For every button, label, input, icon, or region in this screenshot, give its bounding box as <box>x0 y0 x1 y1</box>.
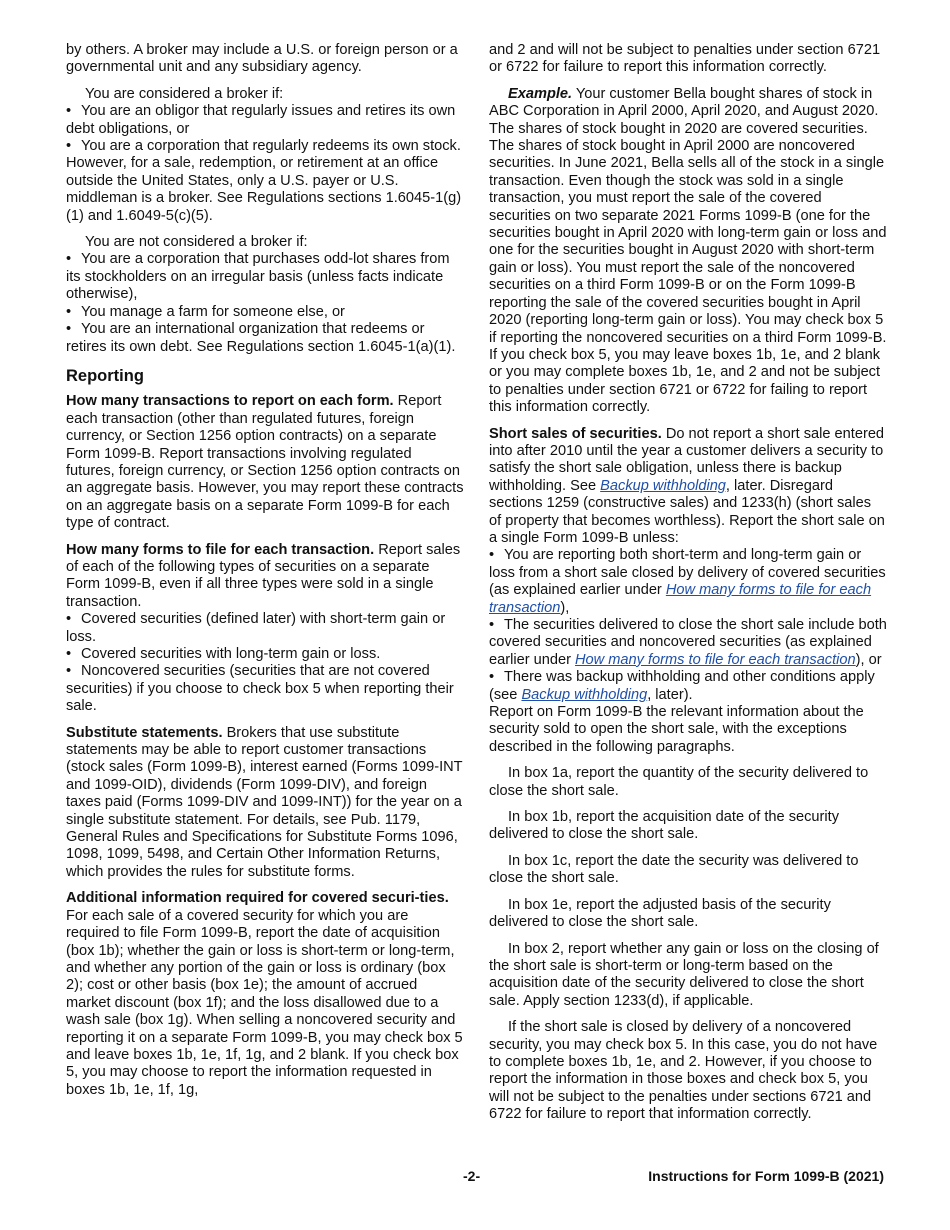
not-bullet-2: • You manage a farm for someone else, or <box>66 303 345 320</box>
additional-title: Additional information required for covered securi-ties. <box>66 890 449 907</box>
forms-paragraph: How many forms to file for each transaction. Report sales of each of the following types of securities on a separate Form 1099-B, even if all three types were sold in a single transaction. <box>66 541 461 610</box>
box1e-paragraph: In box 1e, report the adjusted basis of the security delivered to close the short sale. <box>489 896 831 931</box>
box1c-paragraph: In box 1c, report the date the security was delivered to close the short sale. <box>489 852 859 887</box>
considered-bullet-1: • You are an obligor that regularly issues and retires its own debt obligations, or <box>66 103 456 137</box>
bullet-icon: • <box>66 646 72 662</box>
form-title-footer: Instructions for Form 1099-B (2021) <box>648 1168 884 1184</box>
backup-withholding-link[interactable]: Backup withholding <box>600 477 726 494</box>
forms-bullet-1: • Covered securities (defined later) with short-term gain or loss. <box>66 611 446 645</box>
bullet-icon: • <box>66 138 72 155</box>
substitute-title: Substitute statements. <box>66 724 223 741</box>
continued-paragraph: and 2 and will not be subject to penalties under section 6721 or 6722 for failure to report this information correctly. <box>489 42 881 76</box>
howmany-paragraph: How many transactions to report on each form. Report each transaction (other than regulated futures, foreign currency, or Section 1256 option contracts) on a separate Form 1099-B. Report transactions involving regulated futures, foreign currency, or Section 1256 option contracts on an aggregate basis. However, you may report these contracts on an aggregate basis on a separate Form 1099-B for each type of contract. <box>66 393 464 532</box>
bullet-icon: • <box>489 617 495 633</box>
reporting-heading: Reporting <box>66 366 144 385</box>
example-label: Example. <box>508 85 573 102</box>
bullet-icon: • <box>66 321 72 338</box>
short-bullet-2: • The securities delivered to close the short sale include both covered securities and noncovered securities (as explained earlier under How many forms to file for each transaction), or <box>489 617 887 668</box>
bullet-icon: • <box>66 611 72 628</box>
right-column <box>489 42 887 1124</box>
substitute-paragraph: Substitute statements. Brokers that use substitute statements may be able to report customer transactions (stock sales (Form 1099-B), interest earned (Forms 1099-INT and 1099-OID), dividends (Form 1099-DIV), and foreign taxes paid (Forms 1099-DIV and 1099-INT)) for the year on a single substitute statement. For details, see Pub. 1179, General Rules and Specifications for Substitute Forms 1096, 1098, 1099, 5498, and Certain Other Information Returns, which provides the rules for substitute forms. <box>66 724 463 880</box>
backup-withholding-link[interactable]: Backup withholding <box>521 686 648 703</box>
box1b-paragraph: In box 1b, report the acquisition date of the security delivered to close the short sale. <box>489 809 839 843</box>
example-paragraph: Example. Your customer Bella bought shares of stock in ABC Corporation in April 2000, April 2020, and August 2020. The shares of stock bought in 2020 are covered securities. The shares of stock bought in April 2000 are noncovered securities. In June 2021, Bella sells all of the stock in a single transaction. Even though the stock was sold in a single transaction, you must report the sale of the covered securities on two separate 2021 Forms 1099-B (one for the securities bought in April 2020 with long-term gain or loss and one for the securities bought in August 2020 with short-term gain or loss). You must report the sale of the noncovered securities on a third Form 1099-B or on the Form 1099-B reporting the sale of the covered securities bought in April 2020 (reporting long-term gain or loss). You may check box 5 if reporting the noncovered securities on a third Form 1099-B. If you check box 5, you may leave boxes 1b, 1e, and 2 blank or you may complete boxes 1b, 1e, and 2 and not be subject to penalties under section 6721 or 6722 for failing to report this information correctly. <box>489 85 887 416</box>
box1a-paragraph: In box 1a, report the quantity of the security delivered to close the short sale. <box>489 765 869 799</box>
short-sales-title: Short sales of securities. <box>489 425 662 442</box>
short-bullet-3: • There was backup withholding and other conditions apply (see Backup withholding, later). <box>489 669 875 703</box>
box2-paragraph: In box 2, report whether any gain or loss on the closing of the short sale is short-term or long-term based on the acquisition date of the security delivered to close the short sale. Apply section 1233(d), if applicable. <box>489 940 879 1009</box>
considered-heading: You are considered a broker if: <box>85 85 284 102</box>
not-considered-heading: You are not considered a broker if: <box>85 234 308 251</box>
report-on-paragraph: Report on Form 1099-B the relevant information about the security sold to open the short sale, with the exceptions described in the following paragraphs. <box>489 704 864 755</box>
considered-bullet-2: • You are a corporation that regularly redeems its own stock. <box>66 138 461 155</box>
bullet-icon: • <box>66 663 72 680</box>
how-many-forms-link[interactable]: How many forms to file for each transaction <box>575 651 856 668</box>
forms-title: How many forms to file for each transaction. <box>66 541 375 558</box>
not-bullet-3: • You are an international organization that redeems or retires its own debt. See Regulations section 1.6045-1(a)(1). <box>66 321 456 355</box>
left-column <box>66 42 464 1099</box>
bullet-icon: • <box>489 547 495 564</box>
short-sales-paragraph: Short sales of securities. Do not report a short sale entered into after 2010 until the year a customer delivers a security to satisfy the short sale obligation, unless there is backup withholding. See Backup withholding, later. Disregard sections 1259 (constructive sales) and 1233(h) (short sales of property that becomes worthless). Report the short sale on a single Form 1099-B unless: <box>489 425 885 546</box>
how-many-forms-link[interactable]: How many forms to file for each transaction <box>489 582 872 616</box>
additional-paragraph: Additional information required for covered securi-ties. For each sale of a covered security for which you are required to file Form 1099-B, report the date of acquisition (box 1b); whether the gain or loss is short-term or long-term, and whether any portion of the gain or loss is ordinary (box 2); cost or other basis (box 1e); the amount of accrued market discount (box 1f); and the loss disallowed due to a wash sale (box 1g). When selling a noncovered security and reporting it on a separate Form 1099-B, you may check box 5 and leave boxes 1b, 1e, 1f, 1g, and 2 blank. If you check box 5, you may choose to report the information requested in boxes 1b, 1e, 1f, 1g, <box>66 890 463 1098</box>
forms-bullet-3: • Noncovered securities (securities that are not covered securities) if you choose to check box 5 when reporting their sale. <box>66 663 454 715</box>
bullet-icon: • <box>66 103 72 120</box>
short-bullet-1: • You are reporting both short-term and long-term gain or loss from a short sale closed by delivery of covered securities (as explained earlier under How many forms to file for each transaction), <box>489 547 886 616</box>
however-paragraph: However, for a sale, redemption, or retirement at an office outside the United States, only a U.S. payer or U.S. middleman is a broker. See Regulations sections 1.6045-1(g)(1) and 1.6049-5(c)(5). <box>66 155 462 224</box>
bullet-icon: • <box>66 303 72 320</box>
bullet-icon: • <box>66 251 72 268</box>
forms-bullet-2: • Covered securities with long-term gain or loss. <box>66 646 381 662</box>
howmany-title: How many transactions to report on each form. <box>66 393 394 410</box>
bullet-icon: • <box>489 669 495 686</box>
noncovered-paragraph: If the short sale is closed by delivery of a noncovered security, you may check box 5. In this case, you do not have to complete boxes 1b, 1e, and 2. However, if you choose to report the information in those boxes and check box 5, you will not be subject to the penalties under sections 6721 and 6722 for failure to report that information correctly. <box>489 1019 878 1123</box>
page-number: -2- <box>463 1168 481 1184</box>
not-bullet-1: • You are a corporation that purchases odd-lot shares from its stockholders on an irregular basis (unless facts indicate otherwise), <box>66 251 450 303</box>
broker-intro: by others. A broker may include a U.S. or foreign person or a governmental unit and any subsidiary agency. <box>66 42 458 76</box>
